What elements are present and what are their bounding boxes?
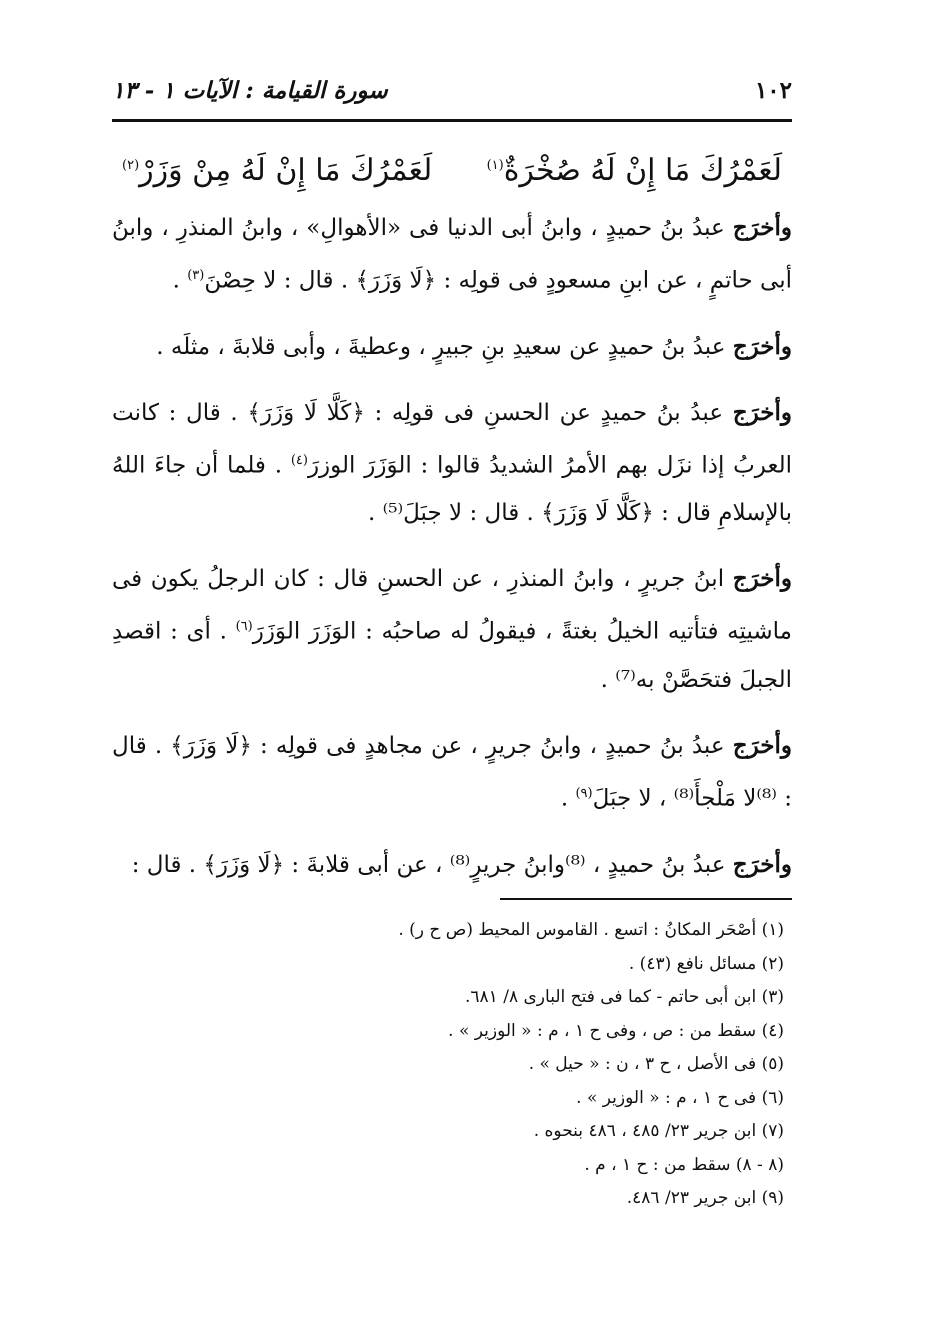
verse-right-hemistich: لَعَمْرُكَ مَا إِنْ لَهُ صُخْرَةٌ$^{(١)}$ [486, 153, 782, 188]
paragraph-5: وأخرَج عبدُ بنُ حميدٍ ، وابنُ جريرٍ ، عن مجاهدٍ فى قولِه : ﴿لَا وَزَرَ﴾ . قال : ⁽⁸⁾لا مَلْجأَ⁽⁸⁾ ، لا جبَلَ$^{(٩)}$ . [112, 731, 793, 812]
header-rule [112, 119, 792, 122]
footnote-8: (٨ - ٨) سقط من : ح ١ ، م . [584, 1154, 784, 1175]
paragraph-4: وأخرَج ابنُ جريرٍ ، وابنُ المنذرِ ، عن الحسنِ قال : كان الرجلُ يكون فى ماشيتِه فتأتيه الخيلُ بغتةً ، فيقولُ له صاحبُه : الوَزَرَ الوَزَرَ$^{(٦)}$ . أى : اقصدِ الجبلَ فتحَصَّنْ به⁽⁷⁾ . [112, 565, 793, 693]
footnote-9: (٩) ابن جرير ٢٣/ ٤٨٦. [626, 1188, 784, 1208]
running-title: سورة القيامة : الآيات ١ - ١٣ [112, 76, 388, 104]
paragraph-6: وأخرَج عبدُ بنُ حميدٍ ، ⁽⁸⁾وابنُ جريرٍ⁽⁸⁾ ، عن أبى قلابةَ : ﴿لَا وَزَرَ﴾ . قال : [131, 850, 792, 878]
footnote-rule [500, 898, 792, 900]
footnotes [112, 914, 784, 1216]
footnote-ref: (١) [486, 158, 504, 173]
footnote-4: (٤) سقط من : ص ، وفى ح ١ ، م : « الوزير » . [448, 1020, 784, 1041]
footnote-3: (٣) ابن أبى حاتم - كما فى فتح البارى ٨/ ٦٨١. [465, 987, 784, 1007]
footnote-7: (٧) ابن جرير ٢٣/ ٤٨٥ ، ٤٨٦ بنحوه . [533, 1121, 784, 1141]
footnote-ref: (٢) [122, 158, 140, 173]
page-number: ١٠٢ [754, 76, 792, 104]
footnote-2: (٢) مسائل نافع (٤٣) . [628, 953, 784, 974]
poetry-verse [112, 140, 792, 196]
footnote-6: (٦) فى ح ١ ، م : « الوزير » . [576, 1087, 784, 1108]
footnote-5: (٥) فى الأصل ، ح ٣ ، ن : « حيل » . [528, 1054, 784, 1074]
page-header [112, 68, 792, 112]
paragraph-3: وأخرَج عبدُ بنُ حميدٍ عن الحسنِ فى قولِه : ﴿كَلَّا لَا وَزَرَ﴾ . قال : كانت العربُ إذا نزَل بهم الأمرُ الشديدُ قالوا : الوَزَرَ الوزرَ$^{(٤)}$ . فلما أن جاءَ اللهُ بالإسلامِ قال : ﴿كَلَّا لَا وَزَرَ﴾ . قال : لا جبَلَ⁽⁵⁾ . [112, 398, 792, 527]
paragraph-1: وأخرَج عبدُ بنُ حميدٍ ، وابنُ أبى الدنيا فى «الأهوالِ» ، وابنُ المنذرِ ، وابنُ أبى حاتمٍ ، عن ابنِ مسعودٍ فى قولِه : ﴿لَا وَزَرَ﴾ . قال : لا حِصْنَ$^{(٣)}$ . [112, 214, 792, 294]
footnote-1: (١) أصْحَر المكانُ : اتسع . القاموس المحيط (ص ح ر) . [398, 920, 784, 940]
paragraph-2: وأخرَج عبدُ بنُ حميدٍ عن سعيدِ بنِ جبيرٍ ، وعطيةَ ، وأبى قلابةَ ، مثلَه . [156, 332, 792, 360]
verse-left-hemistich: لَعَمْرُكَ مَا إِنْ لَهُ مِنْ وَزَرْ$^{(٢)}$ [122, 153, 433, 188]
main-text [112, 140, 792, 907]
